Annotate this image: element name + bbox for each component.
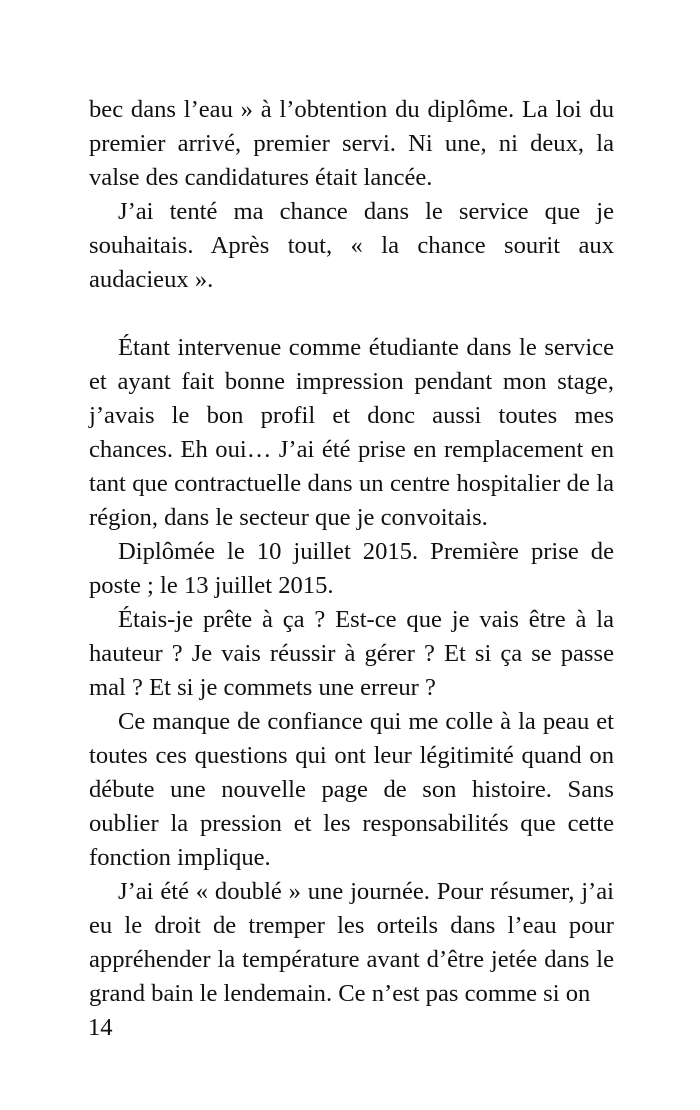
- paragraph-7: J’ai été « doublé » une journée. Pour résumer, j’ai eu le droit de tremper les orteils dans l’eau pour appréhender la température avant d’être jetée dans le grand bain le lendemain. Ce n’est pas comme si on: [89, 878, 614, 1007]
- paragraph-3: Étant intervenue comme étudiante dans le service et ayant fait bonne impression pendant mon stage, j’avais le bon profil et donc aussi toutes mes chances. Eh oui… J’ai été prise en remplacement en tant que contractuelle dans un centre hospitalier de la région, dans le secteur que je convoitais.: [89, 334, 614, 531]
- body-text: [89, 93, 614, 1011]
- paragraph-1: bec dans l’eau » à l’obtention du diplôme. La loi du premier arrivé, premier servi. Ni une, ni deux, la valse des candidatures était lancée.: [89, 96, 614, 191]
- paragraph-4: Diplômée le 10 juillet 2015. Première prise de poste ; le 13 juillet 2015.: [89, 538, 614, 599]
- paragraph-2: J’ai tenté ma chance dans le service que je souhaitais. Après tout, « la chance sourit aux audacieux ».: [89, 198, 614, 293]
- paragraph-6: Ce manque de confiance qui me colle à la peau et toutes ces questions qui ont leur légitimité quand on débute une nouvelle page de son histoire. Sans oublier la pression et les responsabilités que cette fonction implique.: [89, 708, 614, 871]
- page-number: 14: [88, 1014, 113, 1041]
- paragraph-5: Étais-je prête à ça ? Est-ce que je vais être à la hauteur ? Je vais réussir à gérer ? Et si ça se passe mal ? Et si je commets une erreur ?: [89, 606, 614, 701]
